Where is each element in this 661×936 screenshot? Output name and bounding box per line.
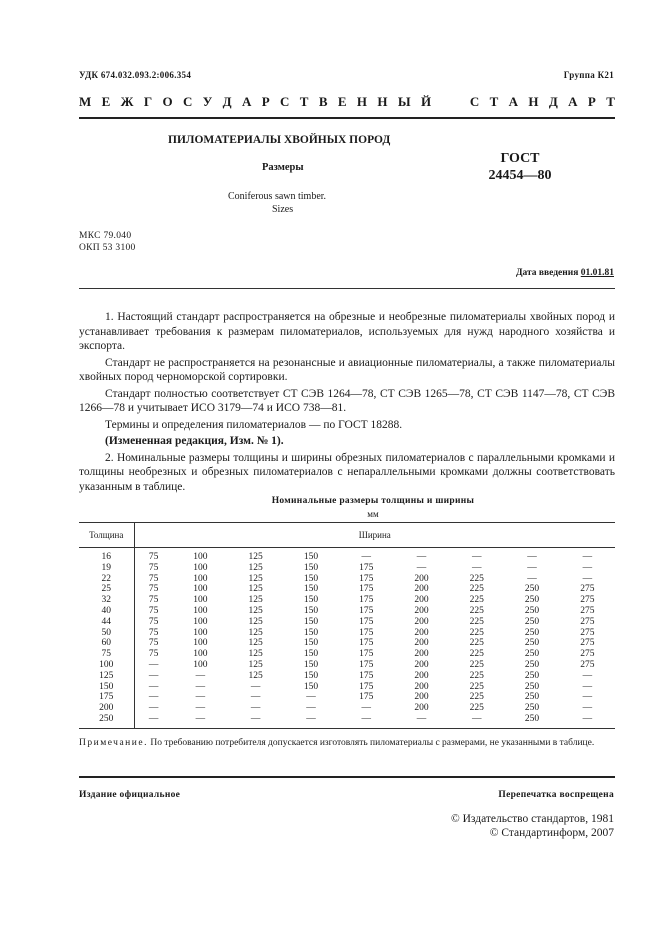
width-cell: 125 <box>248 562 263 573</box>
table-row <box>79 660 615 671</box>
width-cell: 250 <box>524 627 540 638</box>
thickness-cell: 75 <box>79 649 134 660</box>
heading-letter: Т <box>606 94 615 109</box>
width-cell: 175 <box>359 562 374 573</box>
thickness-cell: 125 <box>79 671 134 682</box>
width-cell: — <box>306 703 316 714</box>
heading-letter: Р <box>587 94 596 109</box>
heading-letter: М <box>79 94 92 109</box>
width-cell: — <box>582 670 593 681</box>
thickness-cell: 22 <box>79 574 134 585</box>
thickness-cell: 250 <box>79 714 134 728</box>
table-row <box>79 563 615 574</box>
width-cell: 250 <box>524 638 540 649</box>
width-cell: 200 <box>414 659 429 670</box>
width-cell: — <box>339 714 394 728</box>
thickness-cell: 44 <box>79 617 134 628</box>
width-cell: 200 <box>414 703 429 714</box>
width-cell: — <box>582 573 593 584</box>
copyright-standartinform: © Стандартинформ, 2007 <box>489 827 614 839</box>
gost-label: ГОСТ <box>500 151 540 166</box>
width-cell: — <box>148 681 159 692</box>
width-cell: — <box>306 692 316 703</box>
thickness-cell: 16 <box>79 548 134 563</box>
width-cell: 225 <box>469 649 484 660</box>
thickness-cell: 40 <box>79 606 134 617</box>
width-cell: 175 <box>359 584 374 595</box>
width-cell: 100 <box>193 638 208 649</box>
width-cell: 275 <box>580 605 595 616</box>
heading-letter: Г <box>143 94 153 109</box>
okp-code: ОКП 53 3100 <box>79 243 136 253</box>
width-cell: 200 <box>414 670 429 681</box>
width-cell: 250 <box>524 605 540 616</box>
width-cell: — <box>527 562 537 573</box>
width-cell: — <box>250 681 261 692</box>
table-row <box>79 671 615 682</box>
mks-code: МКС 79.040 <box>79 231 132 241</box>
width-cell: 125 <box>248 595 263 606</box>
width-cell: — <box>148 659 159 670</box>
table-header-row <box>79 523 615 548</box>
classification-codes <box>79 230 136 254</box>
width-cell: 100 <box>193 584 208 595</box>
width-cell: 150 <box>303 605 319 616</box>
width-cell: 175 <box>359 595 374 606</box>
width-cell: 125 <box>248 605 263 616</box>
width-cell: 150 <box>303 573 319 584</box>
paragraph-scope: 1. Настоящий стандарт распространяется на обрезные и необрезные пиломатериалы хвойных пород и устанавливает требования к размерам пиломатериалов, используемых для нужд народного хозяйства и экспорта. <box>79 311 615 352</box>
width-cell: 75 <box>148 616 159 627</box>
width-cell: 150 <box>303 649 319 660</box>
thickness-cell: 19 <box>79 563 134 574</box>
group-code: Группа К21 <box>563 70 614 80</box>
table-row <box>79 692 615 703</box>
thickness-cell: 100 <box>79 660 134 671</box>
document-title: ПИЛОМАТЕРИАЛЫ ХВОЙНЫХ ПОРОД <box>168 134 391 146</box>
width-cell: 125 <box>248 649 263 660</box>
width-cell: 175 <box>359 605 374 616</box>
width-cell: — <box>527 552 537 562</box>
document-subtitle: Размеры <box>262 162 304 173</box>
width-cell: 175 <box>359 627 374 638</box>
width-cell: 175 <box>359 692 374 703</box>
width-cell: — <box>283 714 338 728</box>
width-cell: 100 <box>193 616 208 627</box>
width-cell: 150 <box>303 595 319 606</box>
width-cell: 200 <box>414 638 429 649</box>
width-cell: 125 <box>248 573 263 584</box>
heading-letter: Ы <box>397 94 411 109</box>
width-cell: 200 <box>414 605 429 616</box>
width-cell: — <box>560 714 615 728</box>
width-cell: 175 <box>359 573 374 584</box>
width-cell: — <box>361 703 371 714</box>
interstate-standard-heading <box>79 94 615 110</box>
width-cell: 225 <box>469 584 484 595</box>
heading-letter: О <box>162 94 173 109</box>
width-cell: 75 <box>148 649 159 660</box>
width-cell: 200 <box>414 692 429 703</box>
english-title: Coniferous sawn timber. <box>228 191 327 202</box>
width-cell: 275 <box>580 595 595 606</box>
width-cell: — <box>471 552 482 562</box>
note-label: Примечание. <box>79 738 148 748</box>
width-cell: — <box>148 670 159 681</box>
paragraph-terms: Термины и определения пиломатериалов — по ГОСТ 18288. <box>105 418 403 431</box>
width-cell: — <box>416 562 427 573</box>
width-cell: — <box>582 703 593 714</box>
width-cell: 100 <box>193 627 208 638</box>
heading-letter: Ж <box>120 94 134 109</box>
width-cell: 275 <box>580 616 595 627</box>
width-cell: 75 <box>148 638 159 649</box>
heading-gap <box>441 94 459 110</box>
width-cell: 100 <box>193 562 208 573</box>
width-cell: 200 <box>414 681 429 692</box>
width-cell: 75 <box>148 562 159 573</box>
width-cell: 225 <box>469 638 484 649</box>
footer-divider <box>79 776 615 778</box>
heading-letter: Н <box>356 94 368 109</box>
width-cell: 150 <box>303 562 319 573</box>
width-cell: 175 <box>359 659 374 670</box>
width-cell: — <box>416 552 427 562</box>
thickness-cell: 60 <box>79 638 134 649</box>
table-row <box>79 548 615 563</box>
width-cell: 250 <box>524 616 540 627</box>
width-cell: — <box>148 703 159 714</box>
udk-code: УДК 674.032.093.2:006.354 <box>79 70 192 80</box>
width-cell: — <box>228 714 283 728</box>
width-cell: 200 <box>414 584 429 595</box>
width-cell: 100 <box>193 595 208 606</box>
paragraph-compliance: Стандарт полностью соответствует СТ СЭВ 1264—78, СТ СЭВ 1265—78, СТ СЭВ 1147—78, СТ СЭВ 1266—78 и учитывает ИСО 3179—74 и ИСО 738—81. <box>79 387 615 414</box>
width-cell: 100 <box>193 573 208 584</box>
thickness-cell: 32 <box>79 595 134 606</box>
table-note <box>79 736 615 750</box>
width-cell: 200 <box>414 573 429 584</box>
heading-letter: Т <box>489 94 499 109</box>
heading-letter: С <box>469 94 480 109</box>
width-header: Ширина <box>134 523 615 548</box>
table-row <box>79 606 615 617</box>
width-cell: 75 <box>148 627 159 638</box>
heading-letter: Т <box>299 94 309 109</box>
header-divider <box>79 117 615 119</box>
width-cell: — <box>527 573 537 584</box>
width-cell: 150 <box>303 681 319 692</box>
heading-letter: Д <box>222 94 232 109</box>
width-cell: 75 <box>148 573 159 584</box>
reprint-notice: Перепечатка воспрещена <box>498 790 614 800</box>
width-cell: — <box>195 692 206 703</box>
table-row <box>79 617 615 628</box>
width-cell: 125 <box>248 627 263 638</box>
width-cell: — <box>250 692 261 703</box>
note-text: По требованию потребителя допускается изготовлять пиломатериалы с размерами, не указанными в таблице. <box>147 738 595 748</box>
width-cell: 125 <box>248 659 263 670</box>
width-cell: 250 <box>524 595 540 606</box>
width-cell: 200 <box>414 627 429 638</box>
heading-letter: Д <box>548 94 558 109</box>
width-cell: 225 <box>469 595 484 606</box>
english-subtitle: Sizes <box>272 204 294 215</box>
width-cell: 275 <box>580 584 595 595</box>
width-cell: 150 <box>303 659 319 670</box>
width-cell: 125 <box>248 584 263 595</box>
width-cell: 100 <box>193 605 208 616</box>
width-cell: 125 <box>248 670 263 681</box>
paragraph-sizes: 2. Номинальные размеры толщины и ширины обрезных пиломатериалов с параллельными кромками и толщины необрезных и обрезных пиломатериалов с непараллельными кромками должны соответствовать указанным в таблице. <box>79 451 615 493</box>
width-cell: 125 <box>248 616 263 627</box>
width-cell: — <box>361 552 371 562</box>
heading-letter: Й <box>420 94 432 109</box>
width-cell: 275 <box>580 627 595 638</box>
width-cell: — <box>582 562 593 573</box>
heading-letter: А <box>241 94 252 109</box>
width-cell: 150 <box>303 584 319 595</box>
width-cell: 225 <box>469 573 484 584</box>
table-row <box>79 682 615 693</box>
width-cell: 225 <box>469 681 484 692</box>
width-cell: 225 <box>469 616 484 627</box>
width-cell: 125 <box>248 552 263 562</box>
width-cell: 250 <box>524 692 540 703</box>
width-cell: 250 <box>524 649 540 660</box>
width-cell: 200 <box>414 595 429 606</box>
width-cell: 225 <box>469 703 484 714</box>
table-unit: мм <box>367 509 379 519</box>
width-cell: 150 <box>303 670 319 681</box>
effective-date <box>516 268 614 278</box>
table-row <box>79 628 615 639</box>
width-cell: 250 <box>504 714 559 728</box>
width-cell: 250 <box>524 681 540 692</box>
width-cell: 75 <box>148 605 159 616</box>
thickness-cell: 50 <box>79 628 134 639</box>
width-cell: 200 <box>414 616 429 627</box>
width-cell: 225 <box>469 627 484 638</box>
heading-letter: У <box>202 94 213 109</box>
width-cell: 175 <box>359 681 374 692</box>
width-cell: 75 <box>148 595 159 606</box>
effective-date-label: Дата введения <box>515 268 581 278</box>
paragraph-revision: (Измененная редакция, Изм. № 1). <box>105 435 284 447</box>
width-cell: 175 <box>359 649 374 660</box>
heading-letter: А <box>568 94 578 109</box>
width-cell: — <box>582 681 593 692</box>
effective-date-value: 01.01.81 <box>580 268 614 278</box>
date-divider <box>79 288 615 289</box>
heading-letter: Е <box>337 94 347 109</box>
width-cell: — <box>195 670 206 681</box>
copyright-publisher: © Издательство стандартов, 1981 <box>450 813 614 825</box>
width-cell: 250 <box>524 659 540 670</box>
width-cell: 75 <box>148 552 159 562</box>
width-cell: 200 <box>414 649 429 660</box>
width-cell: 175 <box>359 638 374 649</box>
heading-letter: Р <box>261 94 270 109</box>
table-row <box>79 703 615 714</box>
width-cell: 225 <box>469 692 484 703</box>
width-cell: — <box>250 703 261 714</box>
gost-code: 24454—80 <box>488 168 552 183</box>
width-cell: — <box>148 692 159 703</box>
width-cell: 150 <box>303 552 319 562</box>
heading-letter: С <box>183 94 193 109</box>
width-cell: — <box>195 681 206 692</box>
document-body <box>79 310 615 496</box>
width-cell: — <box>449 714 504 728</box>
thickness-cell: 25 <box>79 584 134 595</box>
width-cell: 150 <box>303 638 319 649</box>
table-caption: Номинальные размеры толщины и ширины <box>271 496 475 506</box>
width-cell: — <box>195 703 206 714</box>
width-cell: 250 <box>524 584 540 595</box>
width-cell: 75 <box>148 584 159 595</box>
table-row <box>79 714 615 728</box>
heading-letter: Н <box>528 94 539 109</box>
width-cell: 125 <box>248 638 263 649</box>
width-cell: — <box>394 714 449 728</box>
width-cell: — <box>173 714 228 728</box>
width-cell: 175 <box>359 670 374 681</box>
thickness-header: Толщина <box>79 523 134 548</box>
thickness-cell: 150 <box>79 682 134 693</box>
width-cell: 100 <box>193 649 208 660</box>
table-row <box>79 584 615 595</box>
heading-letter: А <box>508 94 518 109</box>
width-cell: 225 <box>469 659 484 670</box>
heading-letter: В <box>318 94 328 109</box>
table-row <box>79 574 615 585</box>
table-row <box>79 595 615 606</box>
width-cell: — <box>134 714 173 728</box>
thickness-cell: 175 <box>79 692 134 703</box>
width-cell: 175 <box>359 616 374 627</box>
width-cell: 150 <box>303 627 319 638</box>
gost-number <box>480 150 560 184</box>
width-cell: 225 <box>469 605 484 616</box>
paragraph-exclusions: Стандарт не распространяется на резонансные и авиационные пиломатериалы, а также пиломатериалы хвойных пород черноморской сортировки. <box>79 356 615 383</box>
thickness-cell: 200 <box>79 703 134 714</box>
official-edition: Издание официальное <box>79 790 181 800</box>
width-cell: 150 <box>303 616 319 627</box>
heading-letter: Н <box>377 94 388 109</box>
heading-letter: Е <box>101 94 111 109</box>
width-cell: — <box>582 692 593 703</box>
width-cell: — <box>582 552 593 562</box>
width-cell: 275 <box>580 649 595 660</box>
width-cell: 100 <box>193 659 208 670</box>
sizes-table <box>79 522 615 729</box>
heading-letter: С <box>280 94 290 109</box>
width-cell: 225 <box>469 670 484 681</box>
width-cell: 275 <box>580 659 595 670</box>
table-row <box>79 649 615 660</box>
width-cell: — <box>471 562 482 573</box>
width-cell: 275 <box>580 638 595 649</box>
width-cell: 250 <box>524 670 540 681</box>
table-row <box>79 638 615 649</box>
width-cell: 100 <box>193 552 208 562</box>
width-cell: 250 <box>524 703 540 714</box>
